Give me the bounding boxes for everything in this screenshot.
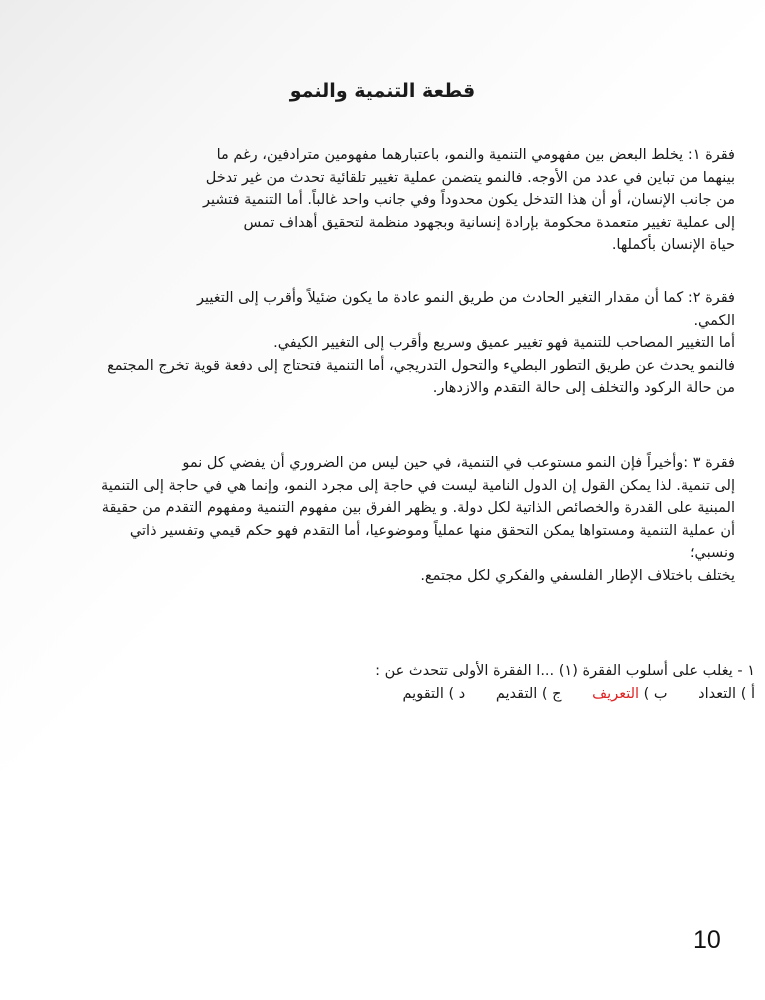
paragraph-line: من جانب الإنسان، أو أن هذا التدخل يكون محدوداً وفي جانب واحد غالباً. أما التنمية فتشير: [202, 192, 735, 208]
option-letter: د ): [448, 686, 466, 702]
paragraph-line: فقرة ١: يخلط البعض بين مفهومي التنمية والنمو، باعتبارهما مفهومين مترادفين، رغم ما: [216, 147, 735, 163]
paragraph-line: فقرة ٣ :وأخيراً فإن النمو مستوعب في التنمية، في حين ليس من الضروري أن يفضي كل نمو: [182, 455, 735, 471]
paragraph-line: ونسبي؛: [689, 545, 735, 561]
option-text-highlighted: التعريف: [592, 686, 640, 702]
option-text: التقويم: [402, 686, 444, 702]
page-number: 10: [693, 926, 721, 954]
paragraph-line: فالنمو يحدث عن طريق التطور البطيء والتحول التدريجي، أما التنمية فتحتاج إلى دفعة قوية تخرج المجتمع: [107, 357, 735, 374]
option-c[interactable]: [496, 683, 562, 706]
paragraph-line: من حالة الركود والتخلف إلى حالة التقدم والازدهار.: [432, 380, 735, 396]
answer-options: [377, 683, 755, 706]
paragraph-2: [107, 287, 735, 400]
option-b[interactable]: [592, 683, 667, 706]
option-a[interactable]: [698, 683, 755, 706]
question-1: ١ - يغلب على أسلوب الفقرة (١) ...ا الفقرة الأولى تتحدث عن :: [375, 663, 755, 679]
option-text: التعداد: [698, 686, 737, 702]
option-letter: ب ): [643, 686, 668, 702]
paragraph-3: [101, 452, 735, 587]
option-d[interactable]: [403, 683, 466, 706]
paragraph-line: الكمي.: [693, 312, 735, 329]
option-letter: ج ): [541, 686, 562, 702]
paragraph-line: أما التغيير المصاحب للتنمية فهو تغيير عميق وسريع وأقرب إلى التغيير الكيفي.: [273, 335, 735, 351]
option-letter: أ ): [740, 686, 755, 702]
option-text: التقديم: [495, 686, 538, 702]
paragraph-line: أن عملية التنمية ومستواها يمكن التحقق منها عملياً وموضوعيا، أما التقدم فهو حكم قيمي وتفسير ذاتي: [129, 522, 735, 539]
paragraph-line: بينهما من تباين في عدد من الأوجه. فالنمو يتضمن عملية تغيير تلقائية تحدث من غير تدخل: [205, 169, 735, 186]
paragraph-line: إلى عملية تغيير متعمدة محكومة بإرادة إنسانية وبجهود منظمة لتحقيق أهداف تمس: [243, 214, 735, 231]
paragraph-line: فقرة ٢: كما أن مقدار التغير الحادث من طريق النمو عادة ما يكون ضئيلاً وأقرب إلى التغيير: [196, 290, 735, 306]
page-title: قطعة التنمية والنمو: [289, 80, 476, 102]
paragraph-line: يختلف باختلاف الإطار الفلسفي والفكري لكل مجتمع.: [420, 567, 735, 584]
paragraph-line: إلى تنمية. لذا يمكن القول إن الدول النامية ليست في حاجة إلى مجرد النمو، وإنما هي في حاجة إلى التنمية: [100, 477, 735, 494]
paragraph-line: المبنية على القدرة والخصائص الذاتية لكل دولة. و يظهر الفرق بين مفهوم التنمية ومفهوم التقدم من حقيقة: [101, 500, 735, 516]
paragraph-1: [203, 144, 735, 257]
paragraph-line: حياة الإنسان بأكملها.: [611, 237, 735, 253]
